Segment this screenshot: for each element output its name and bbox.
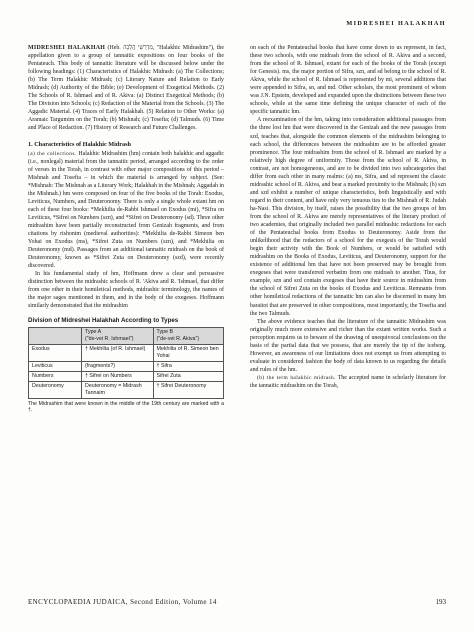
table-row — [29, 361, 224, 371]
type-b-title: Type B — [156, 328, 174, 335]
type-b-subtitle: ("de-vei R. Akiva") — [156, 335, 200, 342]
table-row — [29, 344, 224, 361]
footer-publication: ENCYCLOPAEDIA JUDAICA, Second Edition, Volume 14 — [28, 598, 217, 606]
intro-paragraph — [28, 44, 224, 133]
table-title: Division of Midreshei Halakhah According to Types — [28, 316, 179, 324]
right-paragraph-3: The above evidence teaches that the literature of the tannaitic Midrashim was originally much more extensive and richer than the extant written works. Such a perception requires us to beware of the drawing of unequivocal conclusions on the basis of the partial data that we possess, that are merely the tip of the iceberg. However, an awareness of our limitations does not exempt us from attempting to evaluate in considered fashion the body of data known to us regarding the details and rules of the hm. — [250, 318, 446, 373]
division-table — [28, 327, 224, 399]
table-header-blank — [29, 327, 82, 344]
row-label: Numbers — [29, 371, 82, 381]
type-a-subtitle: ("de-vei R. Ishmael") — [85, 335, 134, 342]
table-header-type-a — [82, 327, 154, 344]
right-paragraph-2: A reexamination of the hm, taking into consideration additional passages from the three lost hm that were discovered in the Genizah and the new passages from szd, teaches that, alongside the common elements of the midrashim belonging to each school, the differences between the midrashim are to be afforded greater prominence. The four midrashim from the school of R. Ishmael are marked by a relatively high degree of uniformity. Those from the school of R. Akiva, in contrast, are not homogeneous, and are to be divided into two subcategories that differ from each other in many realms: (a) ms, Sifra, and sd represent the classic midrashic school of R. Akiva, and bear a marked proximity to the Mishnah; (b) szn and szd exhibit a number of unique characteristics, both linguistically and with regard to their content, and have only very tenuous ties to the Mishnah of R. Judah ha-Nasi. This division, by itself, raises the possibility that the two groups of hm from the school of R. Akiva are merely representatives of the literary product of two academies, that originally included two parallel midrashic redactions for each of the Pentateuchal books from Exodus to Deuteronomy. Aside from the unlikelihood that the redactors of a school for the exegesis of the Torah would begin their activity with the Book of Numbers, or would be satisfied with midrashim on the Books of Exodus, Leviticus, and Deuteronomy, support for the existence of additional hm that have not been preserved may be brought from exegeses that were transferred verbatim from one midrash to another. Thus, for example, szn and szd contain exegeses that have their source in midrashim from the school of Sifrei Zuta on the books of Exodus and Leviticus. Remnants from other homiletical redactions of the tannaitic hm can also be discerned in many hm baraitot that are preserved in other compositions, most importantly, the Tosefta and the two Talmuds. — [250, 117, 446, 317]
collections-paragraph — [28, 150, 224, 271]
term-text: The accepted name in scholarly literature for the tannaitic midrashim on the Torah, — [250, 374, 446, 389]
right-paragraph-1: on each of the Pentateuchal books that have come down to us represent, in fact, these two schools, with one midrash from the school of R. Akiva and a second, from the school of R. Ishmael, extant for each of the books of the Torah (except for Genesis). ms, the major portion of Sifra, szn, and sd belong to the school of R. Akiva, while the school of R. Ishmael is represented by mi, several additions that were appended to Sifra, sn, and md. Other scholars, the most prominent of whom was J.N. Epstein, developed and expanded upon the distinctions between these two schools, while at the same time defining the unique character of each of the specific tannaitic hm. — [250, 45, 446, 116]
term-paragraph — [250, 374, 446, 390]
row-type-a: † Mekhilta (of R. Ishmael) — [82, 344, 154, 361]
left-column — [28, 44, 224, 414]
entry-title: MIDRESHEI HALAKHAH — [28, 45, 106, 51]
row-type-a: Deuteronomy = Midrash Tannaim — [82, 381, 154, 398]
collections-label: (a) the collections. — [28, 150, 77, 157]
table-row — [29, 381, 224, 398]
table-row — [29, 371, 224, 381]
term-label: (b) the term halakhic midrash. — [257, 374, 336, 381]
row-label: Exodus — [29, 344, 82, 361]
row-type-a: † Sifrei on Numbers — [82, 371, 154, 381]
table-header-row — [29, 327, 224, 344]
row-type-b: Sifrei Zuta — [153, 371, 223, 381]
table-header-type-b — [153, 327, 223, 344]
type-a-title: Type A — [85, 328, 102, 335]
running-head: MIDRESHEI HALAKHAH — [346, 20, 446, 27]
page-number: 193 — [435, 598, 446, 606]
intro-text: (Heb. מִדְרְשֵׁי הֲלָכָה, "Halakhic Midrashim"), the appellation given to a group of tannaitic expositions on four books of the Pentateuch. This body of tannaitic literature will be discussed below under the following headings: (1) Characteristics of Halakhic Midrash: (a) The Collections; (b) The Term Halakhic Midrash; (c) Literary Nature and Relation to Early Midrash; (d) Authority of the Bible; (e) Development of Exegetical Methods. (2) The Schools of R. Ishmael and of R. Akiva: (a) Distinct Exegetical Methods; (b) The Division into Schools; (c) Redaction of the Material from the Schools. (3) The Aggadic Material. (4) Traces of Early Halakhah. (5) Relation to Other Works: (a) Aramaic Targumim on the Torah; (b) Mishnah; (c) Tosefta; (d) Talmuds. (6) Time and Place of Redaction. (7) History of Research and Future Challenges. — [28, 45, 224, 132]
row-label: Leviticus — [29, 361, 82, 371]
row-label: Deuteronomy — [29, 381, 82, 398]
table-note: The Midrashim that were known in the middle of the 19th century are marked with a †. — [28, 400, 224, 414]
hoffmann-paragraph: In his fundamental study of hm, Hoffmann drew a clear and persuasive distinction between the midrashic schools of R. 'Akiva and R. 'Ishmael, that differ from one other in their homiletical methods, midrashic terminology, the names of the major sages mentioned in them, and in the body of the exegeses. Hoffmann similarly demonstrated that the midrashim — [28, 271, 224, 310]
row-type-b: † Sifra — [153, 361, 223, 371]
collections-text: Halakhic Midrashim (hm) contain both halakhic and aggadic (i.e., nonlegal) material from the tannaitic period, arranged according to the order of verses in the Torah, in contrast with other major compositions of this period – Mishnah and Tosefta – in which the material is arranged by subject. (See: *Mishnah: The Mishnah as a Literary Work; Halakhah in the Mishnah; Aggadah in the Mishnah.) hm were composed on four of the five books of the Torah: Exodus, Leviticus, Numbers, and Deuteronomy. There is only a single whole extant hm on each of these four books: *Mekhilta de-Rabbi Ishmael on Exodus (mi), *Sifra on Leviticus, *Sifrei on Numbers (szn), and *Sifrei on Deuteronomy (sd). Three other midrashim have been partially reconstructed from Genizah fragments, and from citations by rishonim (medieval authorities): *Mekhilta de-Rabbi Simeon ben Yohai on Exodus (ms), *Sifrei Zuta on Numbers (szn), and *Mekhilta on Deuteronomy (md). Passages from an additional tannaitic midrash on the book of Deuteronomy, known as *Sifrei Zuta on Deuteronomy (szd), were recently discovered. — [28, 150, 224, 270]
row-type-a: (fragments?) — [82, 361, 154, 371]
right-column — [250, 44, 446, 390]
row-type-b: Mekhilta of R. Simeon ben Yohai — [153, 344, 223, 361]
row-type-b: † Sifrei Deuteronomy — [153, 381, 223, 398]
section-heading: 1. Characteristics of Halakhic Midrash — [28, 140, 131, 148]
